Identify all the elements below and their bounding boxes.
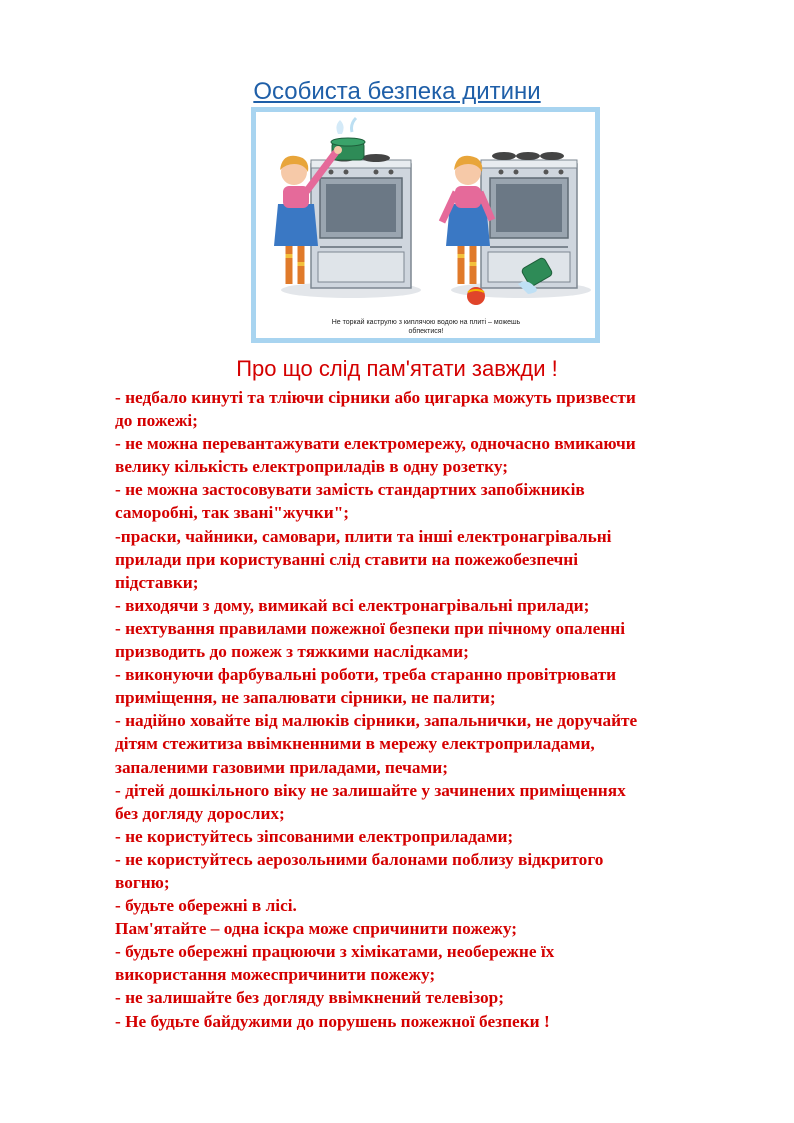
illustration-caption: Не торкай каструлю з киплячою водою на плиті – можешь обпектися! xyxy=(331,319,521,335)
rule-item: - нехтування правилами пожежної безпеки при пічному опаленні призводить до пожеж з тяжкими наслідками; xyxy=(115,618,626,662)
rule-item: - будьте обережні в лісі. xyxy=(115,896,297,916)
rule-item: Пам'ятайте – одна іскра може спричинити пожежу; xyxy=(115,919,518,939)
rule-item: - не користуйтесь зіпсованими електроприладами; xyxy=(115,826,514,846)
rule-item: - не залишайте без догляду ввімкнений телевізор; xyxy=(115,988,505,1008)
left-stove xyxy=(311,154,411,288)
rule-item: - будьте обережні працюючи з хімікатами, необережне їх використання можеспричинити пожежу; xyxy=(115,942,555,985)
illustration-stove-safety xyxy=(251,107,600,343)
safety-rules-list xyxy=(115,386,755,1033)
rule-item: - не можна перевантажувати електромережу, одночасно вмикаючи велику кількість електроприладів в одну розетку; xyxy=(115,434,636,477)
rule-item: - виходячи з дому, вимикай всі електронагрівальні прилади; xyxy=(115,595,590,615)
rule-item: - не користуйтесь аерозольними балонами поблизу відкритого вогню; xyxy=(115,849,604,892)
rule-item: - дітей дошкільного віку не залишайте у зачинених приміщеннях без догляду дорослих; xyxy=(115,780,626,823)
rule-item: - виконуючи фарбувальні роботи, треба старанно провітрювати приміщення, не запалювати сірники, не палити; xyxy=(115,665,617,708)
rule-item: - Не будьте байдужими до порушень пожежної безпеки ! xyxy=(115,1011,550,1031)
rule-item: - недбало кинуті та тліючи сірники або цигарка можуть призвести до пожежі; xyxy=(115,388,636,431)
subtitle: Про що слід пам'ятати завжди ! xyxy=(236,356,558,381)
rule-item: -праски, чайники, самовари, плити та інші електронагрівальні прилади при користуванні слід ставити на пожежобезпечні підставки; xyxy=(115,526,612,592)
stove-scene-drawing xyxy=(256,112,595,338)
rule-item: - надійно ховайте від малюків сірники, запальнички, не доручайте дітям стежитиза ввімкненними в мережу електроприладами, запаленими газовими приладами, печами; xyxy=(115,711,638,777)
page-title: Особиста безпека дитини xyxy=(253,78,541,105)
rule-item: - не можна застосовувати замість стандартних запобіжників саморобні, так звані"жучки"; xyxy=(115,480,585,523)
